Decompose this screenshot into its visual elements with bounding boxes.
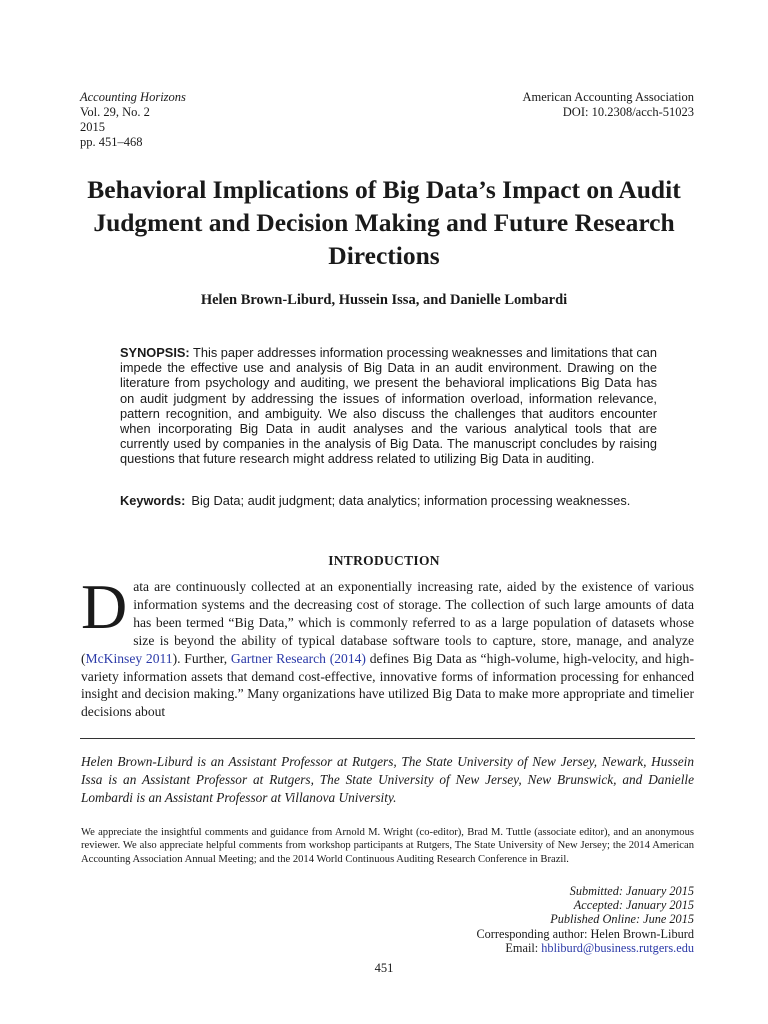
citation-link-mckinsey[interactable]: McKinsey 2011 [85,650,173,666]
publisher-info [523,90,695,120]
publisher-name: American Accounting Association [522,90,694,104]
synopsis-label: SYNOPSIS: [120,345,190,360]
intro-text: defines Big Data as “high-volume, high-velocity, and high-variety information assets that demand cost-effective, innovative forms of information processing for enhanced insight and decision making.” Many organizations have utilized Big Data to make more appropriate and timelier decisions about [81,650,694,720]
journal-name: Accounting Horizons [80,90,186,104]
synopsis-text: This paper addresses information processing weaknesses and limitations that can impede the effective use and analysis of Big Data in an audit environment. Drawing on the literature from psychology and auditing, we present the behavioral implications Big Data has on audit judgment by addressing the issues of information overload, information relevance, pattern recognition, and ambiguity. We also discuss the challenges that auditors encounter when incorporating Big Data in audit analyses and the various analytical tools that are currently used by companies in the analysis of Big Data. The manuscript concludes by raising questions that future research might address related to utilizing Big Data in auditing. [120,345,657,467]
section-heading: INTRODUCTION [328,553,440,568]
keywords [120,493,657,508]
author-affiliations: Helen Brown-Liburd is an Assistant Professor at Rutgers, The State University of New Jersey, Newark, Hussein Issa is an Assistant Professor at Rutgers, The State University of New Jersey, New Brunswick, and Danielle Lombardi is an Assistant Professor at Villanova University. [81,754,694,805]
accepted-date: Accepted: January 2015 [573,898,694,913]
published-date: Published Online: June 2015 [550,912,694,927]
journal-volume: Vol. 29, No. 2 [80,105,150,119]
journal-pages: pp. 451–468 [80,135,143,149]
author-list: Helen Brown-Liburd, Hussein Issa, and Danielle Lombardi [200,292,568,308]
drop-cap: D [81,571,128,642]
email-label: Email: [505,940,542,955]
journal-year: 2015 [80,120,105,134]
footnote-divider [80,738,695,739]
email-line [476,941,694,955]
citation-link-gartner[interactable]: Gartner Research (2014) [230,650,366,666]
acknowledgment: We appreciate the insightful comments and guidance from Arnold M. Wright (co-editor), Brad M. Tuttle (associate editor), and an anonymous reviewer. We also appreciate helpful comments from workshop participants at Rutgers, The State University of New Jersey; the 2014 American Accounting Association Annual Meeting; and the 2014 World Continuous Auditing Research Conference in Brazil. [81,827,694,865]
journal-citation [80,90,186,150]
page-number: 451 [374,961,394,975]
corresponding-author: Corresponding author: Helen Brown-Liburd [476,926,694,941]
paper-title: Behavioral Implications of Big Data’s Impact on Audit Judgment and Decision Making and Future Research Directions [87,175,681,270]
intro-text: ata are continuously collected at an exponentially increasing rate, aided by the existence of various information systems and the decreasing cost of storage. The collection of such large amounts of data has been termed “Big Data,” which is commonly referred to as a large population of datasets whose size is beyond the ability of typical database software tools to capture, store, manage, and analyze ( [81,579,694,666]
doi: DOI: 10.2308/acch-51023 [562,105,694,119]
submitted-date: Submitted: January 2015 [569,884,694,898]
intro-text: ). Further, [172,650,231,666]
synopsis [120,345,657,467]
email-link[interactable]: hbliburd@business.rutgers.edu [541,940,694,955]
keywords-text: Big Data; audit judgment; data analytics; information processing weaknesses. [191,493,631,508]
keywords-label: Keywords: [120,493,186,508]
submission-info [476,884,694,955]
intro-paragraph [81,571,694,721]
